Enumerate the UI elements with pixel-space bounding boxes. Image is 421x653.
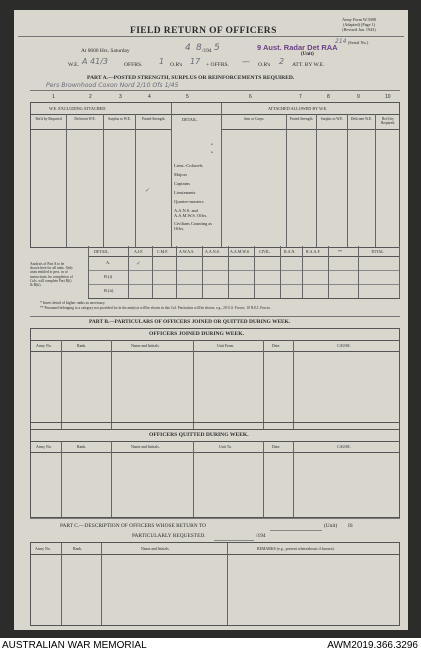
analysis-h-awas: A.W.A.S. xyxy=(179,249,195,254)
analysis-table xyxy=(88,246,400,299)
form-id-line1: Army Form W.3008 xyxy=(342,17,376,22)
col-num-7: 7 xyxy=(299,94,302,100)
analysis-row-rule-2 xyxy=(88,284,400,285)
joined-title: OFFICERS JOINED DURING WEEK. xyxy=(149,331,245,337)
joined-col-rank: Rank. xyxy=(77,344,87,348)
handwritten-we-ref: A 41/3 xyxy=(82,57,108,66)
title-divider xyxy=(18,36,404,37)
part-a-table xyxy=(30,102,400,248)
col-header-surplus-left: Surplus to W.E. xyxy=(108,117,131,121)
analysis-vline-11 xyxy=(399,246,400,298)
handwritten-note-line: Pers Brownhood Coxon Nord 2/10 Ofs 1/45 xyxy=(46,82,179,89)
handwritten-tick-a: ✓ xyxy=(145,187,151,194)
form-title: FIELD RETURN OF OFFICERS xyxy=(130,26,277,36)
handwritten-tick-b: ✓ xyxy=(136,260,142,267)
col-header-posted-right: Posted Strength. xyxy=(289,117,314,121)
part-c-line2-suffix: /194 xyxy=(256,533,266,539)
part-c-line1-suffix: IS xyxy=(348,523,353,529)
detail-item-civilians: Civilians Counting as Offrs. xyxy=(174,221,213,231)
form-sheet xyxy=(14,10,408,630)
part-a-header-rule-right xyxy=(221,129,399,130)
quitted-title: OFFICERS QUITTED DURING WEEK. xyxy=(149,432,249,438)
at-label: At 0600 Hrs. Saturday xyxy=(81,48,130,54)
ors-plus-label: O.R's xyxy=(170,62,183,68)
detail-item-aans: A.A.N.S. and A.A.M.W.S. Offrs. xyxy=(174,208,208,218)
joined-vline-2 xyxy=(111,340,112,429)
part-a-subheader-rule xyxy=(31,114,399,115)
analysis-h-ran: R.A.N. xyxy=(284,249,296,254)
footer-accession: AWM2019.366.3296 xyxy=(327,640,418,651)
col-num-2: 2 xyxy=(89,94,92,100)
ors-label: O.R's xyxy=(258,62,271,68)
analysis-row-bi: B.(i) xyxy=(104,274,113,279)
col-num-8: 8 xyxy=(327,94,330,100)
analysis-h-total: TOTAL xyxy=(371,249,384,254)
part-a-vline-7 xyxy=(316,114,317,247)
form-id-line3: (Revised Jan. 1943) xyxy=(342,27,376,32)
analysis-row-rule-1 xyxy=(88,270,400,271)
part-a-vline-9 xyxy=(375,114,376,247)
plus-offrs-label: + OFFRS. xyxy=(206,62,230,68)
handwritten-att-offrs: — xyxy=(242,57,250,66)
quitted-table xyxy=(30,422,400,518)
we-label: W.E. xyxy=(68,62,79,68)
col-num-6: 6 xyxy=(249,94,252,100)
analysis-header-rule xyxy=(88,256,400,257)
part-c-col-name: Name and Initials. xyxy=(141,547,170,551)
year-suffix: /194 xyxy=(202,48,212,54)
part-c-vline-3 xyxy=(227,543,228,625)
quitted-col-rank: Rank. xyxy=(77,445,87,449)
quitted-vline-3 xyxy=(193,441,194,517)
quitted-title-rule xyxy=(31,441,399,442)
col-header-posted-left: Posted Strength. xyxy=(141,117,166,121)
joined-vline-3 xyxy=(193,340,194,429)
we-excl-header: W.E. EXCLUDING ATTACHED. xyxy=(49,106,107,111)
form-id xyxy=(328,17,390,32)
handwritten-date-month: 8 xyxy=(196,43,202,53)
col-num-9: 9 xyxy=(357,94,360,100)
offrs-label: OFFRS. xyxy=(124,62,143,68)
part-c-col-rank: Rank. xyxy=(73,547,83,551)
part-a-vline-2 xyxy=(103,114,104,247)
col-num-10: 10 xyxy=(385,94,391,100)
bullet-mark-1: • xyxy=(211,143,213,148)
serial-label: (Serial No.) xyxy=(348,40,369,45)
quitted-vline-4 xyxy=(263,441,264,517)
analysis-vline-2 xyxy=(152,246,153,298)
footnote-1: * Insert detail of higher ranks as necessary. xyxy=(40,301,106,305)
att-label: ATT. BY W.E. xyxy=(292,62,325,68)
joined-col-cause: CAUSE. xyxy=(337,344,351,348)
analysis-h-aif: A.I.F. xyxy=(134,249,144,254)
part-c-col-remarks: REMARKS (e.g., present whereabouts if known). xyxy=(257,547,335,551)
joined-col-date: Date. xyxy=(272,344,281,348)
attached-header: ATTACHED ALLOWED BY W.E. xyxy=(268,106,328,111)
analysis-vline-0 xyxy=(88,246,89,298)
analysis-vline-7 xyxy=(280,246,281,298)
detail-item-captains: Captains xyxy=(174,181,191,186)
col-header-deficient-right: Deficient W.E. xyxy=(350,117,373,121)
quitted-col-cause: CAUSE. xyxy=(337,445,351,449)
quitted-vline-2 xyxy=(111,441,112,517)
col-header-arm: Arm or Corps. xyxy=(243,117,265,121)
col-num-5: 5 xyxy=(186,94,189,100)
col-num-4: 4 xyxy=(148,94,151,100)
col-header-deficient-left: Deficient W.E. xyxy=(74,117,96,121)
analysis-h-raaf: R.A.A.F. xyxy=(306,249,321,254)
joined-col-unit-from: Unit From. xyxy=(217,344,235,348)
part-c-date-blank xyxy=(214,540,254,541)
analysis-vline-5 xyxy=(228,246,229,298)
joined-col-name: Name and Initials. xyxy=(131,344,160,348)
handwritten-date-day: 4 xyxy=(185,43,191,53)
part-c-vline-2 xyxy=(101,543,102,625)
col-num-1: 1 xyxy=(52,94,55,100)
part-c-col-army-no: Army No. xyxy=(35,547,51,551)
handwritten-serial: 214 xyxy=(335,38,347,45)
detail-item-qm: Quarter-masters xyxy=(174,199,204,204)
part-a-vline-4 xyxy=(171,103,172,247)
handwritten-att-ors: 2 xyxy=(279,57,285,66)
part-c-header-rule xyxy=(31,554,399,555)
part-c-top-rule xyxy=(30,518,400,519)
joined-header-rule xyxy=(31,351,399,352)
analysis-h-aamws: A.A.M.W.S. xyxy=(230,249,250,254)
bullet-mark-2: • xyxy=(211,151,213,156)
part-c-line1-prefix: PART C.—DESCRIPTION OF OFFICERS WHOSE RETURN TO xyxy=(60,523,207,529)
col-num-3: 3 xyxy=(119,94,122,100)
analysis-vline-10 xyxy=(358,246,359,298)
quitted-col-army-no: Army No. xyxy=(36,445,52,449)
analysis-vline-6 xyxy=(254,246,255,298)
joined-table xyxy=(30,328,400,430)
archive-footer xyxy=(0,638,421,653)
quitted-col-date: Date. xyxy=(272,445,281,449)
footnote-2: ** Personnel belonging to a category not provided for in the analysis will be shown in this Col. Particulars will be shown, e.g., 20 U.S. Forces, 10 N.E.I. Forces. xyxy=(40,306,271,310)
quitted-vline-5 xyxy=(293,441,294,517)
analysis-h-other: ** xyxy=(338,249,342,254)
joined-vline-1 xyxy=(61,340,62,429)
handwritten-ors: 17 xyxy=(190,57,201,66)
joined-vline-5 xyxy=(293,340,294,429)
analysis-h-aans: A.A.N.S. xyxy=(205,249,220,254)
detail-item-lieutenants: Lieutenants xyxy=(174,190,196,195)
analysis-row-a: A. xyxy=(106,260,111,265)
part-c-unit-blank xyxy=(270,530,322,531)
analysis-h-detail: DETAIL. xyxy=(94,249,110,254)
col-header-retd-left: Ret'd by Required. xyxy=(35,117,63,121)
joined-col-army-no: Army No. xyxy=(36,344,52,348)
part-a-vline-8 xyxy=(347,114,348,247)
detail-item-lt-col: Lieut.-Colonels xyxy=(174,163,203,168)
joined-title-rule xyxy=(31,340,399,341)
analysis-vline-4 xyxy=(202,246,203,298)
form-id-line2: (Adapted) (Page 1) xyxy=(342,22,376,27)
part-a-header-rule xyxy=(31,129,171,130)
col-header-retd-right: Ret'd by Required. xyxy=(380,117,396,126)
part-a-vline-1 xyxy=(66,114,67,247)
part-c-table xyxy=(30,542,400,626)
part-c-unit-label: (Unit) xyxy=(324,523,338,529)
unit-stamp: 9 Aust. Radar Det RAA xyxy=(257,43,338,52)
analysis-vline-3 xyxy=(176,246,177,298)
analysis-vline-1 xyxy=(128,246,129,298)
analysis-h-civil: CIVIL. xyxy=(259,249,271,254)
part-a-vline-6 xyxy=(286,114,287,247)
unit-label: (Unit) xyxy=(301,52,314,57)
detail-item-majors: Majors xyxy=(174,172,188,177)
quitted-vline-1 xyxy=(61,441,62,517)
part-b-title: PART B.—PARTICULARS OF OFFICERS JOINED OR QUITTED DURING WEEK. xyxy=(89,319,291,325)
part-a-vline-3 xyxy=(135,114,136,247)
analysis-h-cmf: C.M.F. xyxy=(157,249,169,254)
part-b-top-rule xyxy=(30,316,400,317)
part-c-vline-1 xyxy=(61,543,62,625)
part-a-vline-5 xyxy=(221,103,222,247)
quitted-col-name: Name and Initials. xyxy=(131,445,160,449)
handwritten-date-year: 5 xyxy=(214,43,220,53)
part-a-divider xyxy=(30,90,400,91)
joined-vline-4 xyxy=(263,340,264,429)
quitted-col-unit-to: Unit To. xyxy=(219,445,232,449)
analysis-note: Analysis of Part A to be shown here for all units. Only units entitled to pers. in of instructions for completion of Cols. will complete Part B(i) & B(ii). xyxy=(30,262,73,288)
detail-header: DETAIL. xyxy=(182,117,198,122)
part-a-title: PART A.—POSTED STRENGTH, SURPLUS OR REINFORCEMENTS REQUIRED. xyxy=(87,75,295,81)
analysis-vline-8 xyxy=(302,246,303,298)
analysis-row-bii: B.(ii) xyxy=(104,288,114,293)
part-c-line2-prefix: PARTICULARLY REQUESTED. xyxy=(132,533,206,539)
col-header-surplus-right: Surplus to W.E. xyxy=(320,117,344,121)
quitted-header-rule xyxy=(31,452,399,453)
footer-institution: AUSTRALIAN WAR MEMORIAL xyxy=(2,640,147,651)
analysis-vline-9 xyxy=(328,246,329,298)
part-a-col-numbers xyxy=(30,94,400,102)
handwritten-offrs: 1 xyxy=(159,57,165,66)
